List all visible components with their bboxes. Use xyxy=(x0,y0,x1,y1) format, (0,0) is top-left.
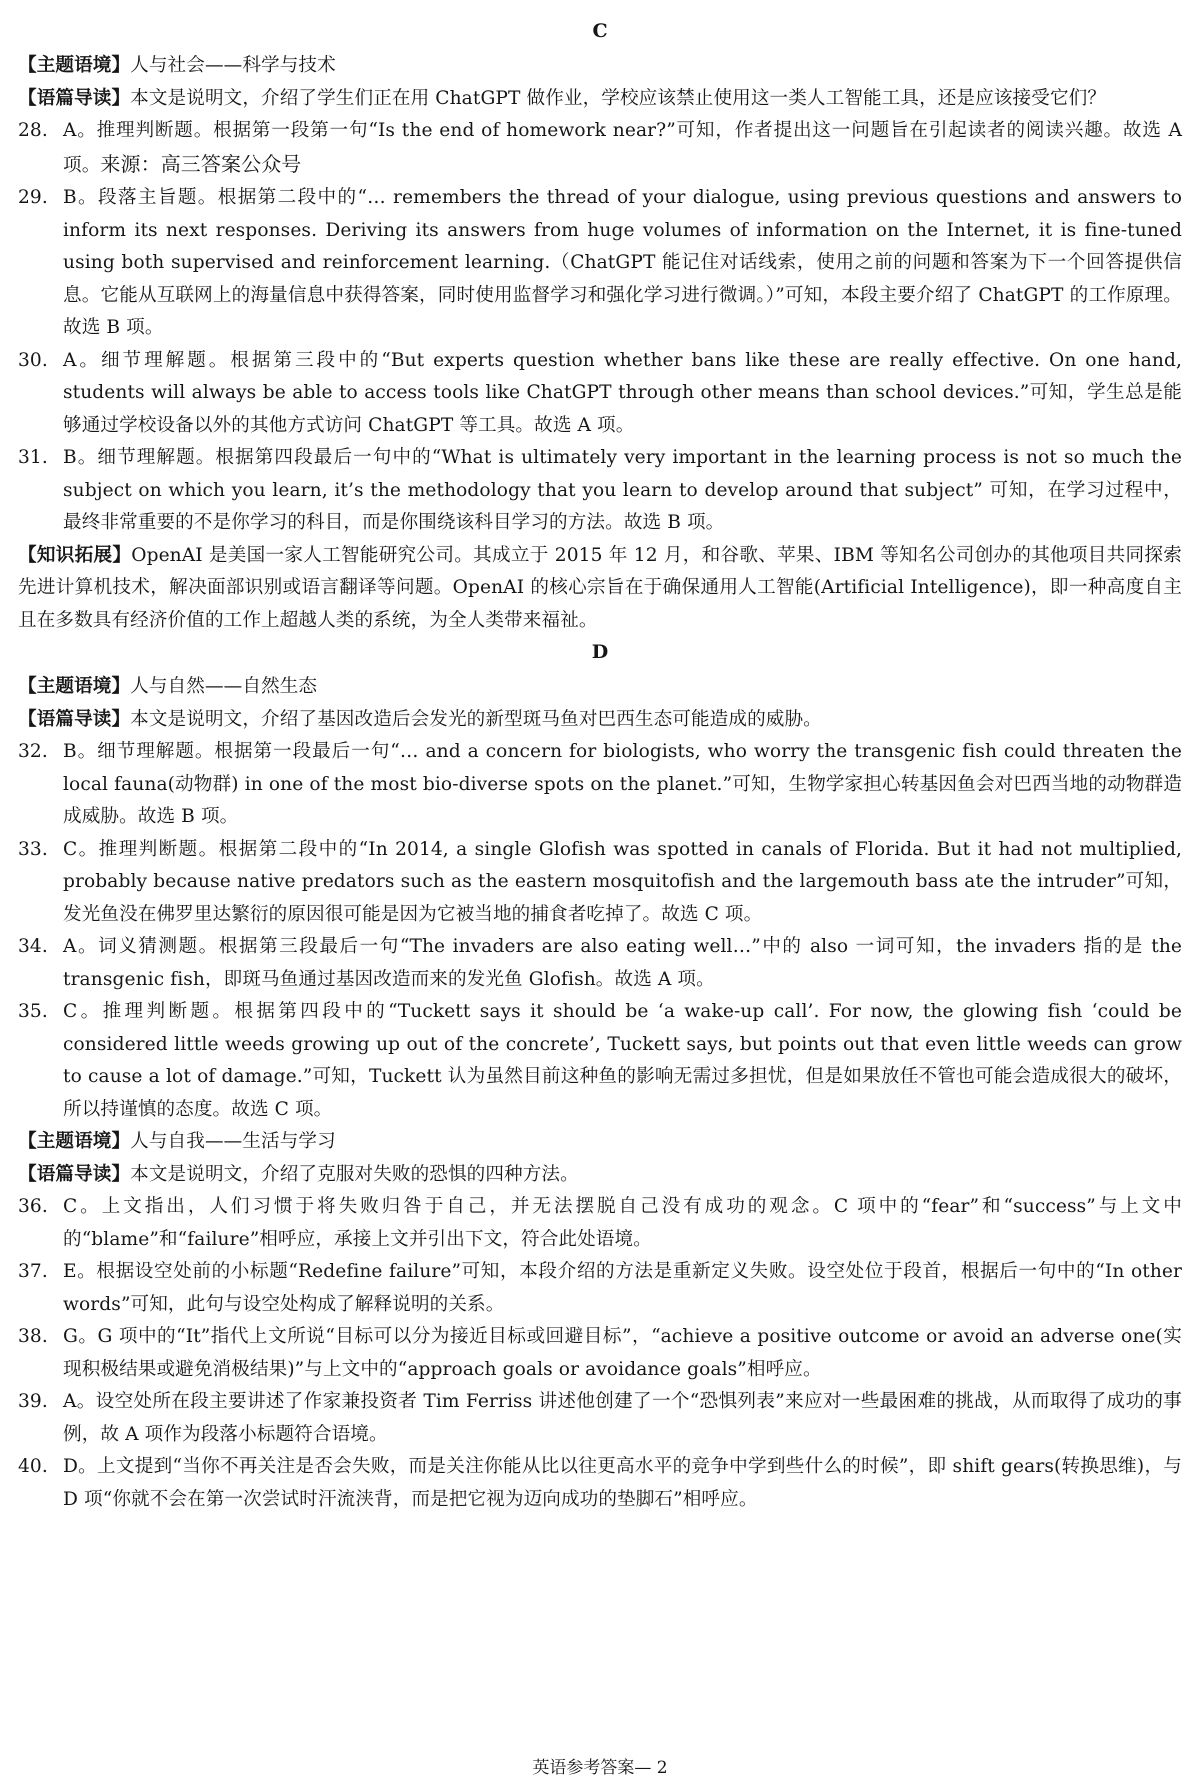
answer-item-36 xyxy=(18,1191,1182,1256)
item-text: C。推理判断题。根据第四段中的“Tuckett says it should be ‘a wake-up call’. For now, the glowing fish ‘could be considered little weeds growing up out of the concrete’, Tuckett says, but points out that even little weeds can grow to cause a lot of damage.”可知，Tuckett 认为虽然目前这种鱼的影响无需过多担忧，但是如果放任不管也可能会造成很大的破坏，所以持谨慎的态度。故选 C 项。 xyxy=(63,1001,1182,1120)
answer-item-31 xyxy=(18,442,1182,540)
item-text: B。细节理解题。根据第一段最后一句“… and a concern for biologists, who worry the transgenic fish could threaten the local fauna(动物群) in one of the most bio-diverse spots on the planet.”可知，生物学家担心转基因鱼会对巴西当地的动物群造成威胁。故选 B 项。 xyxy=(63,741,1182,827)
item-text: A。词义猜测题。根据第三段最后一句“The invaders are also eating well…”中的 also 一词可知，the invaders 指的是 the transgenic fish，即斑马鱼通过基因改造而来的发光鱼 Glofish。故选 A 项。 xyxy=(63,936,1182,990)
answer-item-28 xyxy=(18,115,1182,182)
item-number: 32. xyxy=(18,741,48,762)
section-c-guide xyxy=(18,83,1182,116)
item-number: 36. xyxy=(18,1196,48,1217)
theme-tag: 【主题语境】 xyxy=(18,676,131,697)
theme-tag: 【主题语境】 xyxy=(18,1131,131,1152)
item-number: 30. xyxy=(18,349,48,371)
item-number: 34. xyxy=(18,936,48,957)
guide-tag: 【语篇导读】 xyxy=(18,1163,131,1185)
theme-text: 人与自然——自然生态 xyxy=(130,676,318,697)
answer-page xyxy=(18,16,1182,1778)
guide-tag: 【语篇导读】 xyxy=(18,87,131,109)
knowledge-text: OpenAI 是美国一家人工智能研究公司。其成立于 2015 年 12 月，和谷歌、苹果、IBM 等知名公司创办的其他项目共同探索先进计算机技术，解决面部识别或语言翻译等问题。OpenAI 的核心宗旨在于确保通用人工智能(Artificial Intelligence)，即一种高度自主且在多数具有经济价值的工作上超越人类的系统，为全人类带来福祉。 xyxy=(18,544,1182,631)
answer-item-39 xyxy=(18,1386,1182,1451)
section-c-heading: C xyxy=(592,20,608,42)
theme-text: 人与社会——科学与技术 xyxy=(130,55,336,76)
section-e-guide xyxy=(18,1159,1182,1192)
theme-tag: 【主题语境】 xyxy=(18,55,131,76)
answer-item-38 xyxy=(18,1321,1182,1386)
page-footer: 英语参考答案— 2 xyxy=(532,1758,668,1778)
answer-item-37 xyxy=(18,1256,1182,1321)
guide-text: 本文是说明文，介绍了克服对失败的恐惧的四种方法。 xyxy=(130,1163,579,1185)
answer-item-35 xyxy=(18,996,1182,1126)
section-d-heading: D xyxy=(591,641,609,663)
item-text: C。上文指出，人们习惯于将失败归咎于自己，并无法摆脱自己没有成功的观念。C 项中的“fear”和“success”与上文中的“blame”和“failure”相呼应，承接上文并引出下文，符合此处语境。 xyxy=(63,1196,1182,1250)
answer-item-40 xyxy=(18,1451,1182,1516)
item-number: 35. xyxy=(18,1001,48,1022)
item-number: 37. xyxy=(18,1261,48,1282)
item-text: D。上文提到“当你不再关注是否会失败，而是关注你能从比以往更高水平的竞争中学到些什么的时候”，即 shift gears(转换思维)，与 D 项“你就不会在第一次尝试时汗流浃背，而是把它视为迈向成功的垫脚石”相呼应。 xyxy=(63,1456,1182,1510)
answer-item-30 xyxy=(18,345,1182,443)
guide-tag: 【语篇导读】 xyxy=(18,708,131,730)
item-number: 28. xyxy=(18,120,48,141)
item-text: E。根据设空处前的小标题“Redefine failure”可知，本段介绍的方法是重新定义失败。设空处位于段首，根据后一句中的“In other words”可知，此句与设空处构成了解释说明的关系。 xyxy=(63,1261,1182,1315)
item-text: C。推理判断题。根据第二段中的“In 2014, a single Glofish was spotted in canals of Florida. But it had not multiplied, probably because native predators such as the eastern mosquitofish and the largemouth bass ate the intruder”可知，发光鱼没在佛罗里达繁衍的原因很可能是因为它被当地的捕食者吃掉了。故选 C 项。 xyxy=(63,838,1182,925)
item-text: B。段落主旨题。根据第二段中的“… remembers the thread of your dialogue, using previous questions and answers to inform its next responses. Deriving its answers from huge volumes of information on the Internet, it is fine-tuned using both supervised and reinforcement learning.（ChatGPT 能记住对话线索，使用之前的问题和答案为下一个回答提供信息。它能从互联网上的海量信息中获得答案，同时使用监督学习和强化学习进行微调。）”可知，本段主要介绍了 ChatGPT 的工作原理。故选 B 项。 xyxy=(63,187,1182,338)
answer-item-29 xyxy=(18,182,1182,345)
theme-text: 人与自我——生活与学习 xyxy=(130,1131,336,1152)
guide-text: 本文是说明文，介绍了学生们正在用 ChatGPT 做作业，学校应该禁止使用这一类人工智能工具，还是应该接受它们？ xyxy=(130,87,1107,109)
guide-text: 本文是说明文，介绍了基因改造后会发光的新型斑马鱼对巴西生态可能造成的威胁。 xyxy=(130,708,822,730)
item-number: 38. xyxy=(18,1326,48,1347)
section-e-theme xyxy=(18,1126,1182,1159)
item-text: A。设空处所在段主要讲述了作家兼投资者 Tim Ferriss 讲述他创建了一个“恐惧列表”来应对一些最困难的挑战，从而取得了成功的事例，故 A 项作为段落小标题符合语境。 xyxy=(63,1391,1182,1445)
item-text: B。细节理解题。根据第四段最后一句中的“What is ultimately very important in the learning process is not so much the subject on which you learn, it’s the methodology that you learn to develop around that subject” 可知，在学习过程中，最终非常重要的不是你学习的科目，而是你围绕该科目学习的方法。故选 B 项。 xyxy=(63,447,1182,533)
answer-item-34 xyxy=(18,931,1182,996)
section-c-knowledge xyxy=(18,540,1182,638)
watermark-text: 来源：高三答案公众号 xyxy=(100,151,302,176)
item-number: 39. xyxy=(18,1391,48,1412)
answer-item-32 xyxy=(18,736,1182,834)
item-number: 31. xyxy=(18,447,48,468)
item-text: G。G 项中的“It”指代上文所说“目标可以分为接近目标或回避目标”，“achieve a positive outcome or avoid an adverse one(实现积极结果或避免消极结果)”与上文中的“approach goals or avoidance goals”相呼应。 xyxy=(63,1326,1182,1380)
item-number: 29. xyxy=(18,187,48,208)
knowledge-tag: 【知识拓展】 xyxy=(18,544,132,566)
item-number: 40. xyxy=(18,1456,48,1477)
section-d-guide xyxy=(18,704,1182,737)
section-c-theme xyxy=(18,50,1182,83)
item-number: 33. xyxy=(18,838,48,860)
item-text: A。推理判断题。根据第一段第一句“Is the end of homework near?”可知，作者提出这一问题旨在引起读者的阅读兴趣。故选 A 项。 xyxy=(63,120,1182,176)
section-d-theme xyxy=(18,671,1182,704)
item-text: A。细节理解题。根据第三段中的“But experts question whether bans like these are really effective. On one hand, students will always be able to access tools like ChatGPT through other means than school devices.”可知，学生总是能够通过学校设备以外的其他方式访问 ChatGPT 等工具。故选 A 项。 xyxy=(63,349,1182,436)
answer-item-33 xyxy=(18,834,1182,932)
